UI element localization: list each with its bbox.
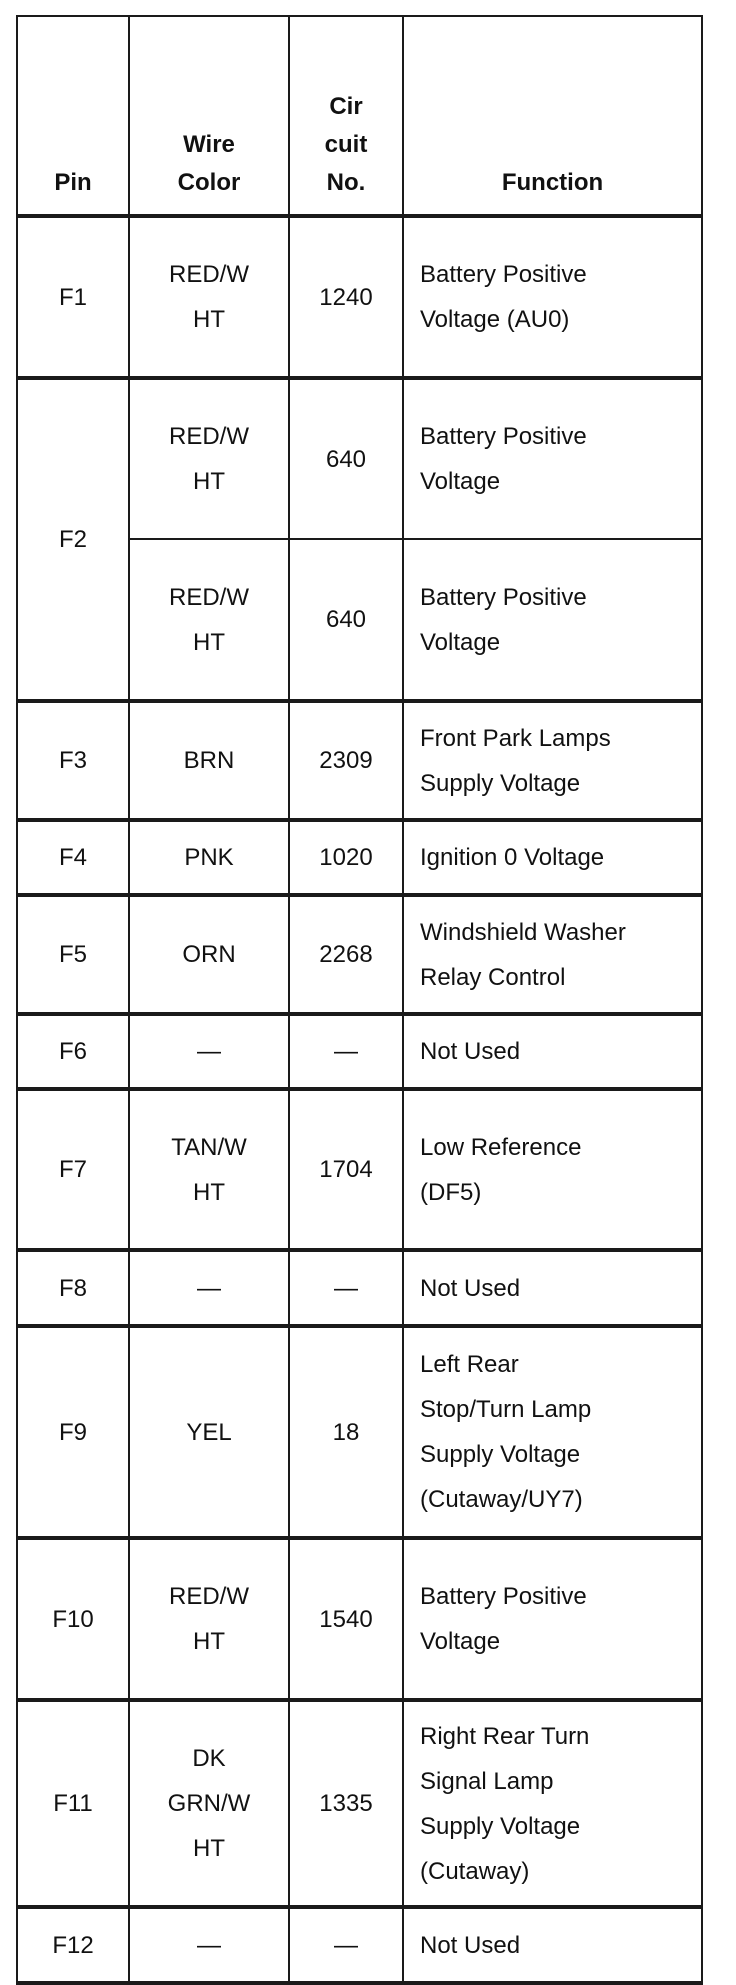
wire-color-cell: RED/W HT [129, 1538, 289, 1700]
table-row [17, 701, 702, 820]
circuit-cell: — [289, 1014, 403, 1089]
circuit-cell: 2309 [289, 701, 403, 820]
circuit-cell: — [289, 1907, 403, 1983]
pin-cell: F1 [17, 216, 129, 378]
header-wire-color: Wire Color [129, 16, 289, 216]
function-cell: Not Used [403, 1250, 702, 1326]
table-row [17, 1700, 702, 1907]
pin-cell: F6 [17, 1014, 129, 1089]
header-circuit-no: Cir cuit No. [289, 16, 403, 216]
function-cell: Battery Positive Voltage (AU0) [403, 216, 702, 378]
circuit-cell: 18 [289, 1326, 403, 1538]
function-cell: Low Reference (DF5) [403, 1089, 702, 1250]
pin-cell: F3 [17, 701, 129, 820]
wire-color-cell: RED/W HT [129, 539, 289, 701]
wire-color-cell: TAN/W HT [129, 1089, 289, 1250]
pin-cell: F8 [17, 1250, 129, 1326]
table-row [17, 895, 702, 1014]
function-cell: Not Used [403, 1907, 702, 1983]
circuit-cell: — [289, 1250, 403, 1326]
pin-cell: F4 [17, 820, 129, 895]
wire-color-cell: ORN [129, 895, 289, 1014]
wire-color-cell: DK GRN/W HT [129, 1700, 289, 1907]
pin-cell: F7 [17, 1089, 129, 1250]
function-cell: Left Rear Stop/Turn Lamp Supply Voltage (Cutaway/UY7) [403, 1326, 702, 1538]
table-row [17, 1326, 702, 1538]
circuit-cell: 1704 [289, 1089, 403, 1250]
wire-color-cell: YEL [129, 1326, 289, 1538]
function-cell: Right Rear Turn Signal Lamp Supply Voltage (Cutaway) [403, 1700, 702, 1907]
wire-color-cell: — [129, 1250, 289, 1326]
header-pin: Pin [17, 16, 129, 216]
table-row [17, 216, 702, 378]
wire-color-cell: PNK [129, 820, 289, 895]
table-row [17, 378, 702, 539]
table-row [17, 1014, 702, 1089]
pin-cell: F11 [17, 1700, 129, 1907]
pin-cell: F12 [17, 1907, 129, 1983]
function-cell: Battery Positive Voltage [403, 1538, 702, 1700]
table-row [17, 1089, 702, 1250]
table-row [17, 1250, 702, 1326]
circuit-cell: 1020 [289, 820, 403, 895]
pin-cell: F9 [17, 1326, 129, 1538]
wire-color-cell: — [129, 1907, 289, 1983]
function-cell: Ignition 0 Voltage [403, 820, 702, 895]
function-cell: Front Park Lamps Supply Voltage [403, 701, 702, 820]
pin-cell: F5 [17, 895, 129, 1014]
table-header-row [17, 16, 702, 216]
function-cell: Battery Positive Voltage [403, 539, 702, 701]
pin-cell: F10 [17, 1538, 129, 1700]
function-cell: Not Used [403, 1014, 702, 1089]
circuit-cell: 1240 [289, 216, 403, 378]
circuit-cell: 1335 [289, 1700, 403, 1907]
pin-cell: F2 [17, 378, 129, 701]
circuit-cell: 640 [289, 539, 403, 701]
circuit-cell: 2268 [289, 895, 403, 1014]
wire-color-cell: BRN [129, 701, 289, 820]
wire-color-cell: RED/W HT [129, 378, 289, 539]
connector-pinout-table [16, 15, 703, 1985]
circuit-cell: 1540 [289, 1538, 403, 1700]
function-cell: Windshield Washer Relay Control [403, 895, 702, 1014]
wire-color-cell: — [129, 1014, 289, 1089]
circuit-cell: 640 [289, 378, 403, 539]
header-function: Function [403, 16, 702, 216]
table-row [17, 1907, 702, 1983]
wire-color-cell: RED/W HT [129, 216, 289, 378]
table-row [17, 820, 702, 895]
function-cell: Battery Positive Voltage [403, 378, 702, 539]
table-row [17, 1538, 702, 1700]
